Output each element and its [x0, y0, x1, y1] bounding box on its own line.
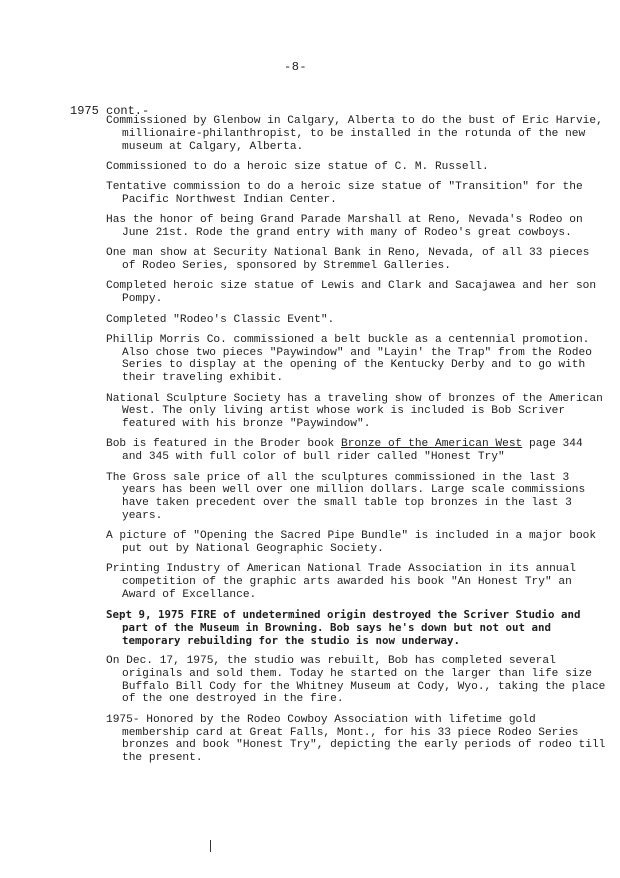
broder-book-text-before: Bob is featured in the Broder book: [106, 438, 341, 451]
entry-broder-book: [106, 438, 606, 464]
entry-lewis-clark-statue: Completed heroic size statue of Lewis and Clark and Sacajawea and her son Pompy.: [106, 280, 597, 306]
section-heading: 1975 cont.-: [70, 104, 150, 118]
entry-list: [106, 115, 606, 772]
page-tick-mark: [210, 840, 211, 852]
broder-book-text-after: page 344 and 345 with full color of bull rider called "Honest Try": [122, 438, 583, 464]
entry-studio-rebuilt: On Dec. 17, 1975, the studio was rebuilt, Bob has completed several originals and sold them. Today he started on the larger than life size Buffalo Bill Cody for the Whitney Museum at Cody, Wyo., taking the place of the one destroyed in the fire.: [106, 655, 606, 706]
book-title: Bronze of the American West: [340, 438, 523, 451]
entry-reno-one-man-show: One man show at Security National Bank in Reno, Nevada, of all 33 pieces of Rodeo Series, sponsored by Stremmel Galleries.: [106, 247, 590, 273]
entry-reno-parade-marshall: Has the honor of being Grand Parade Marshall at Reno, Nevada's Rodeo on June 21st. Rode the grand entry with many of Rodeo's great cowboys.: [106, 214, 583, 240]
entry-glenbow-commission: Commissioned by Glenbow in Calgary, Alberta to do the bust of Eric Harvie, millionaire-philanthropist, to be installed in the rotunda of the new museum at Calgary, Alberta.: [106, 115, 603, 153]
entry-phillip-morris: Phillip Morris Co. commissioned a belt buckle as a centennial promotion. Also chose two pieces "Paywindow" and "Layin' the Trap" from the Rodeo Series to display at the opening of the Kentucky Derby and to go with their traveling exhibit.: [106, 333, 592, 385]
entry-national-geographic: A picture of "Opening the Sacred Pipe Bundle" is included in a major book put out by National Geographic Society.: [106, 530, 597, 556]
entry-printing-award: Printing Industry of American National Trade Association in its annual competition of the graphic arts awarded his book "An Honest Try" an Award of Excellance.: [106, 563, 576, 601]
entry-sculpture-society: National Sculpture Society has a traveling show of bronzes of the American West. The only living artist whose work is included is Bob Scriver featured with his bronze "Paywindow".: [106, 392, 603, 431]
entry-gross-sales: The Gross sale price of all the sculptures commissioned in the last 3 years has been well over one million dollars. Large scale commissions have taken precedent over the small table top bronzes in the last 3 years.: [106, 471, 586, 522]
entry-russell-statue: Commissioned to do a heroic size statue of C. M. Russell.: [106, 160, 489, 173]
entry-rodeo-classic-event: Completed "Rodeo's Classic Event".: [106, 313, 335, 326]
entry-rodeo-cowboy-honor: 1975- Honored by the Rodeo Cowboy Association with lifetime gold membership card at Great Falls, Mont., for his 33 piece Rodeo Series bronzes and book "Honest Try", depicting the early periods of rodeo till the present.: [106, 713, 606, 765]
page-number: -8-: [284, 60, 308, 74]
entry-studio-fire: Sept 9, 1975 FIRE of undetermined origin destroyed the Scriver Studio and part of the Museum in Browning. Bob says he's down but not out and temporary rebuilding for the studio is now underway.: [106, 608, 581, 647]
entry-transition-commission: Tentative commission to do a heroic size statue of "Transition" for the Pacific Northwest Indian Center.: [106, 181, 583, 206]
